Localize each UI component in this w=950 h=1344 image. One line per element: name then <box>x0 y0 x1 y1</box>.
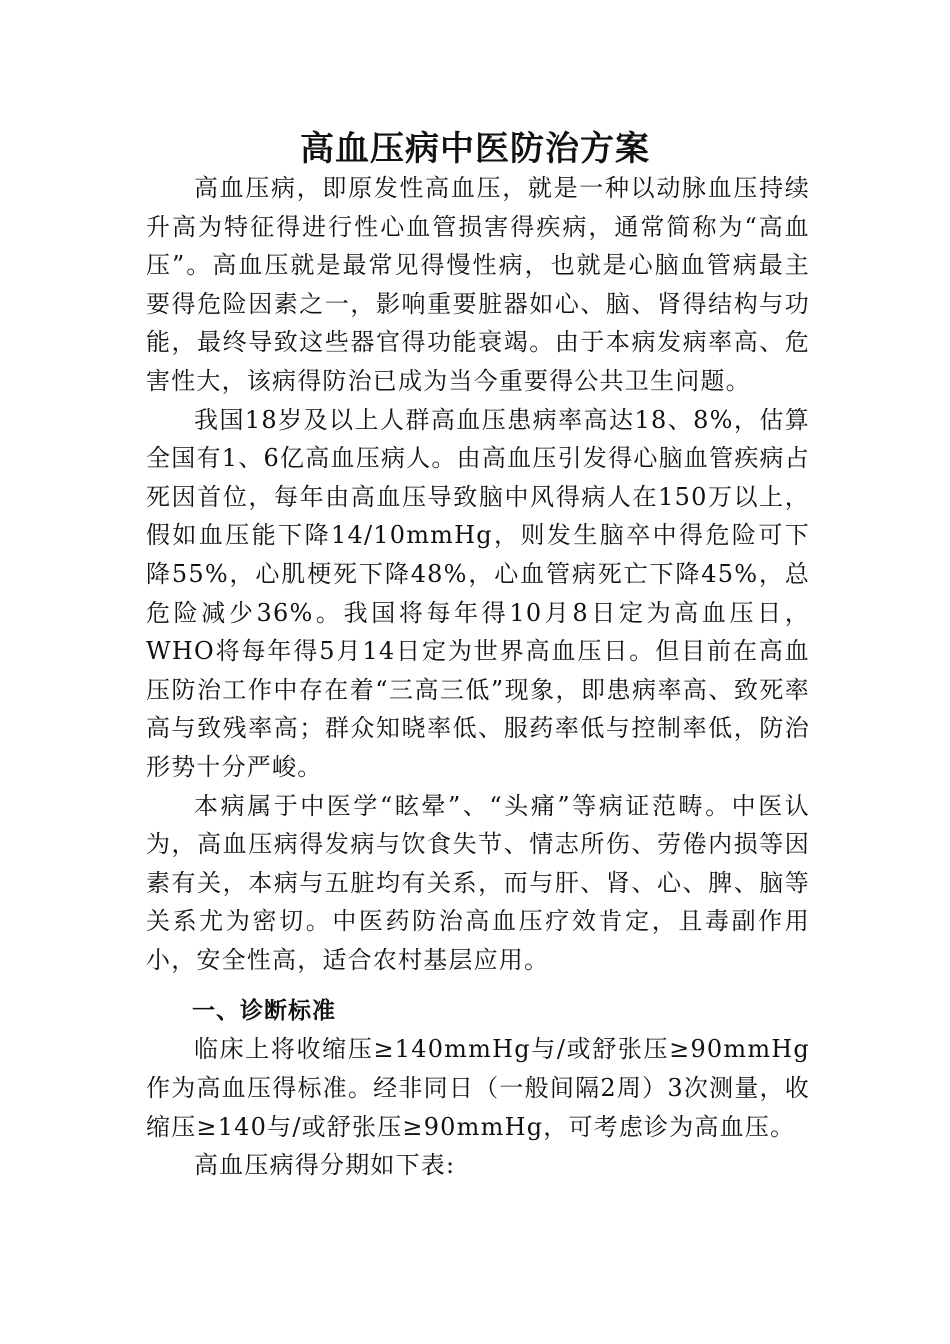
document-body <box>146 169 810 1185</box>
intro-paragraph: 高血压病，即原发性高血压，就是一种以动脉血压持续升高为特征得进行性心血管损害得疾病，通常简称为“高血压”。高血压就是最常见得慢性病，也就是心脑血管病最主要得危险因素之一，影响重要脏器如心、脑、肾得结构与功能，最终导致这些器官得功能衰竭。由于本病发病率高、危害性大，该病得防治已成为当今重要得公共卫生问题。 <box>146 174 810 395</box>
section-heading-diagnosis: 一、诊断标准 <box>192 998 336 1025</box>
diagnosis-criteria-paragraph: 临床上将收缩压≥140mmHg与/或舒张压≥90mmHg作为高血压得标准。经非同日（一般间隔2周）3次测量，收缩压≥140与/或舒张压≥90mmHg，可考虑诊为高血压。 <box>146 1035 810 1141</box>
epidemiology-paragraph: 我国18岁及以上人群高血压患病率高达18、8%，估算全国有1、6亿高血压病人。由高血压引发得心脑血管疾病占死因首位，每年由高血压导致脑中风得病人在150万以上，假如血压能下降14/10mmHg，则发生脑卒中得危险可下降55%，心肌梗死下降48%，心血管病死亡下降45%，总危险减少36%。我国将每年得10月8日定为高血压日，WHO将每年得5月14日定为世界高血压日。但目前在高血压防治工作中存在着“三高三低”现象，即患病率高、致死率高与致残率高；群众知晓率低、服药率低与控制率低，防治形势十分严峻。 <box>146 405 810 781</box>
staging-intro-paragraph: 高血压病得分期如下表: <box>194 1151 456 1180</box>
tcm-paragraph: 本病属于中医学“眩晕”、“头痛”等病证范畴。中医认为，高血压病得发病与饮食失节、情志所伤、劳倦内损等因素有关，本病与五脏均有关系，而与肝、肾、心、脾、脑等关系尤为密切。中医药防治高血压疗效肯定，且毒副作用小，安全性高，适合农村基层应用。 <box>146 791 810 974</box>
document-title: 高血压病中医防治方案 <box>300 129 650 169</box>
